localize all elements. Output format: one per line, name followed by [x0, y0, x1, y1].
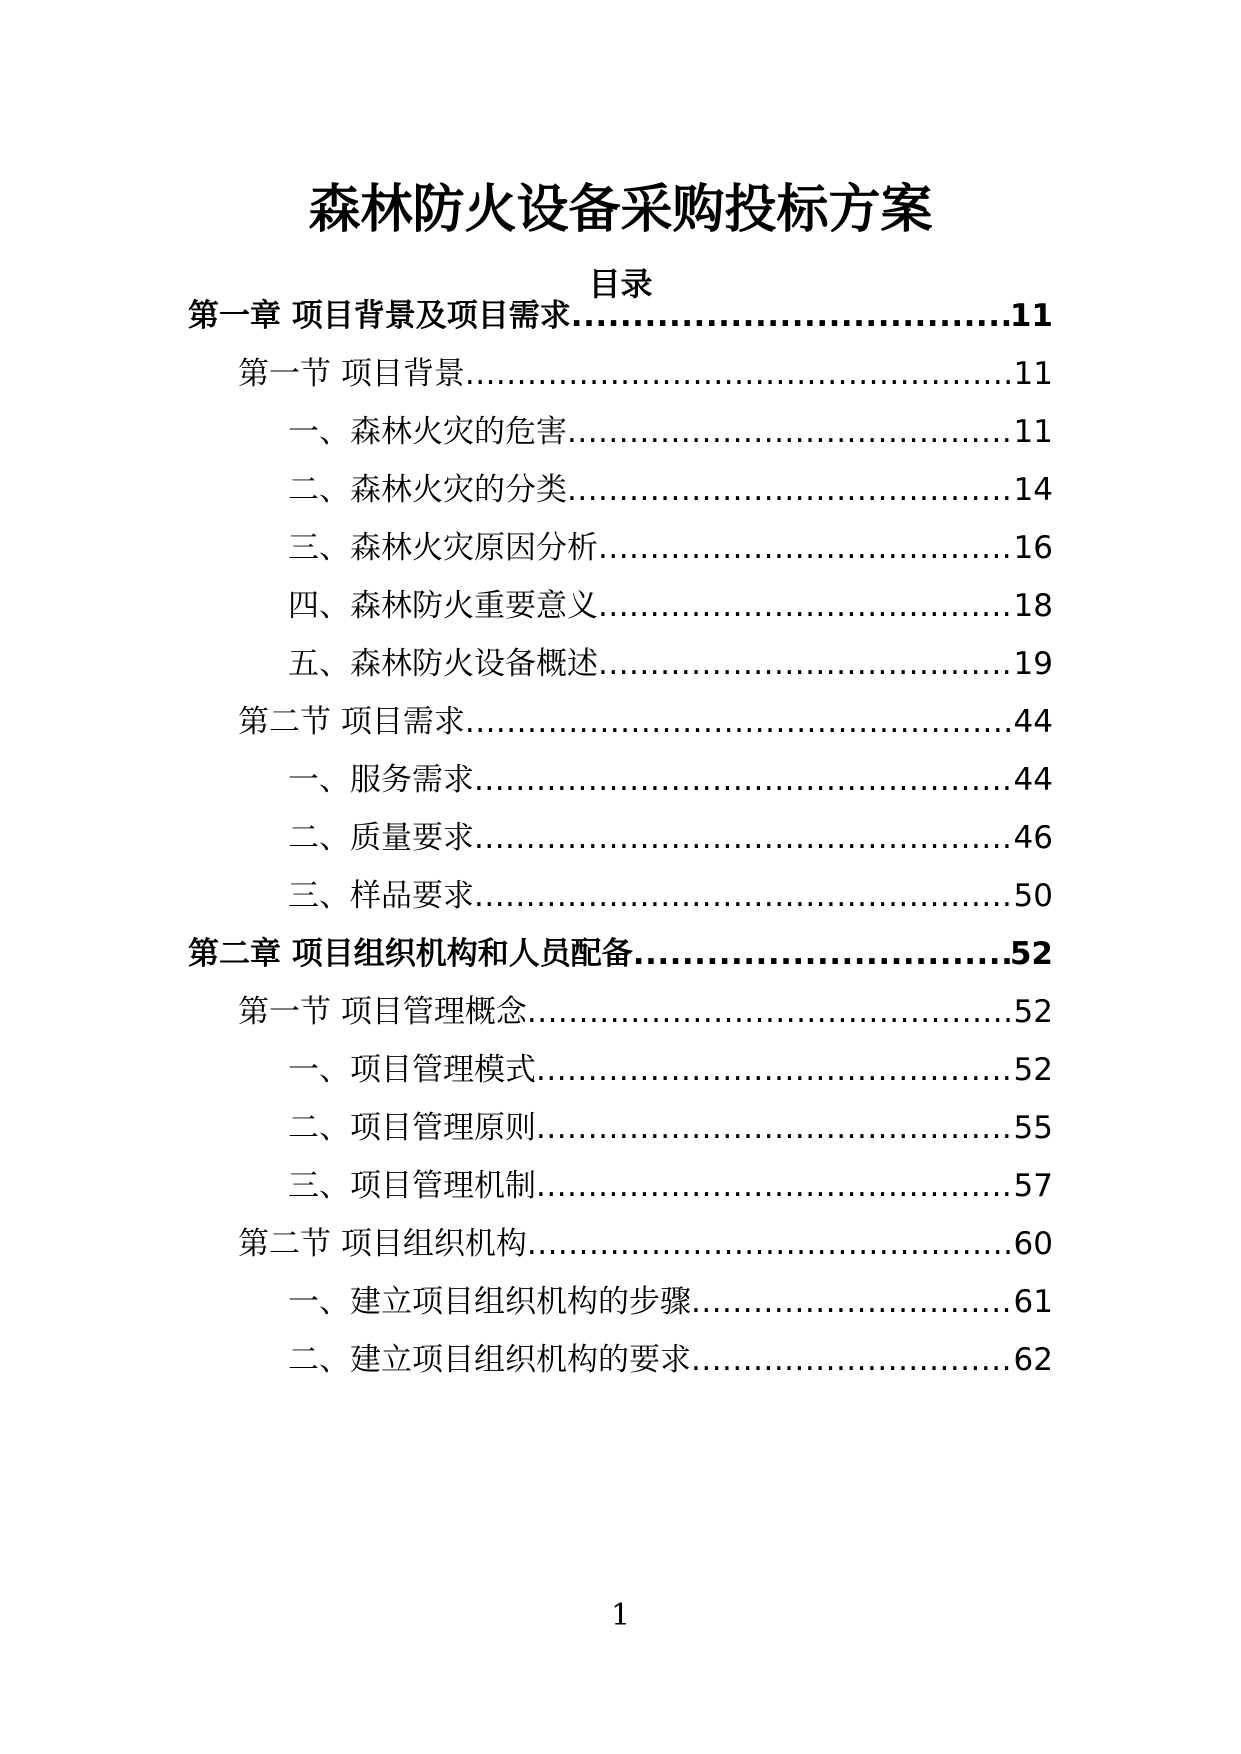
toc-entry-title: 第二节 项目需求 — [238, 704, 465, 740]
toc-entry-page: 11 — [1013, 356, 1053, 392]
toc-entry[interactable] — [288, 642, 1053, 686]
toc-leader-dots — [567, 410, 1014, 454]
toc-leader-dots — [465, 700, 1014, 744]
toc-entry-page: 50 — [1013, 878, 1053, 914]
toc-leader-dots — [691, 1338, 1014, 1382]
toc-leader-dots — [567, 468, 1014, 512]
toc-leader-dots — [527, 1222, 1014, 1266]
toc-entry[interactable] — [288, 1280, 1053, 1324]
toc-leader-dots — [527, 990, 1014, 1034]
toc-entry[interactable] — [288, 1338, 1053, 1382]
toc-entry-title: 二、项目管理原则 — [288, 1110, 536, 1146]
toc-entry-title: 二、质量要求 — [288, 820, 474, 856]
toc-entry[interactable] — [288, 874, 1053, 918]
toc-entry-title: 第二章 项目组织机构和人员配备 — [188, 936, 633, 972]
toc-entry-page: 16 — [1013, 530, 1053, 566]
toc-leader-dots — [571, 294, 1010, 338]
toc-entry-page: 62 — [1013, 1342, 1053, 1378]
toc-entry[interactable] — [238, 352, 1053, 396]
toc-entry-page: 52 — [1013, 994, 1053, 1030]
toc-leader-dots — [465, 352, 1014, 396]
toc-entry-title: 第二节 项目组织机构 — [238, 1226, 527, 1262]
toc-entry-title: 一、建立项目组织机构的步骤 — [288, 1284, 691, 1320]
toc-entry-title: 第一节 项目管理概念 — [238, 994, 527, 1030]
toc-entry-page: 11 — [1013, 414, 1053, 450]
toc-entry[interactable] — [288, 758, 1053, 802]
toc-entry-title: 一、服务需求 — [288, 762, 474, 798]
toc-entry[interactable] — [288, 1048, 1053, 1092]
toc-leader-dots — [474, 816, 1014, 860]
toc-leader-dots — [536, 1106, 1014, 1150]
toc-leader-dots — [598, 584, 1014, 628]
toc-entry-title: 一、项目管理模式 — [288, 1052, 536, 1088]
toc-leader-dots — [691, 1280, 1014, 1324]
toc-entry-title: 二、建立项目组织机构的要求 — [288, 1342, 691, 1378]
toc-entry[interactable] — [288, 1164, 1053, 1208]
toc-entry[interactable] — [288, 816, 1053, 860]
toc-entry-page: 14 — [1013, 472, 1053, 508]
toc-entry-title: 三、样品要求 — [288, 878, 474, 914]
toc-entry-page: 55 — [1013, 1110, 1053, 1146]
toc-leader-dots — [474, 758, 1014, 802]
toc-entry-page: 44 — [1013, 762, 1053, 798]
toc-entry-page: 18 — [1013, 588, 1053, 624]
toc-entry[interactable] — [288, 1106, 1053, 1150]
toc-entry-title: 一、森林火灾的危害 — [288, 414, 567, 450]
toc-entry-page: 19 — [1013, 646, 1053, 682]
toc-entry-title: 三、森林火灾原因分析 — [288, 530, 598, 566]
toc-leader-dots — [633, 932, 1010, 976]
toc-entry-title: 二、森林火灾的分类 — [288, 472, 567, 508]
toc-leader-dots — [536, 1048, 1014, 1092]
toc-entry-page: 57 — [1013, 1168, 1053, 1204]
toc-entry-title: 第一节 项目背景 — [238, 356, 465, 392]
toc-entry[interactable] — [288, 468, 1053, 512]
toc-entry-page: 52 — [1009, 936, 1053, 972]
toc-entry-title: 四、森林防火重要意义 — [288, 588, 598, 624]
toc-entry[interactable] — [288, 584, 1053, 628]
toc-entry-page: 44 — [1013, 704, 1053, 740]
toc-entry[interactable] — [288, 410, 1053, 454]
toc-entry-page: 11 — [1009, 298, 1053, 334]
toc-leader-dots — [598, 526, 1014, 570]
toc-entry-title: 第一章 项目背景及项目需求 — [188, 298, 571, 334]
toc-entry-page: 61 — [1013, 1284, 1053, 1320]
toc-entry-title: 三、项目管理机制 — [288, 1168, 536, 1204]
toc-entry[interactable] — [188, 932, 1053, 976]
toc-leader-dots — [598, 642, 1014, 686]
toc-entry[interactable] — [238, 1222, 1053, 1266]
toc-heading: 目录 — [588, 265, 653, 303]
toc-entry[interactable] — [238, 990, 1053, 1034]
document-title: 森林防火设备采购投标方案 — [308, 180, 933, 240]
toc-entry-page: 60 — [1013, 1226, 1053, 1262]
toc-entry[interactable] — [188, 294, 1053, 338]
toc-entry-title: 五、森林防火设备概述 — [288, 646, 598, 682]
toc-leader-dots — [536, 1164, 1014, 1208]
toc-leader-dots — [474, 874, 1014, 918]
toc-entry[interactable] — [288, 526, 1053, 570]
page-number: 1 — [610, 1598, 631, 1633]
toc-entry-page: 46 — [1013, 820, 1053, 856]
toc-entry-page: 52 — [1013, 1052, 1053, 1088]
toc-entry[interactable] — [238, 700, 1053, 744]
